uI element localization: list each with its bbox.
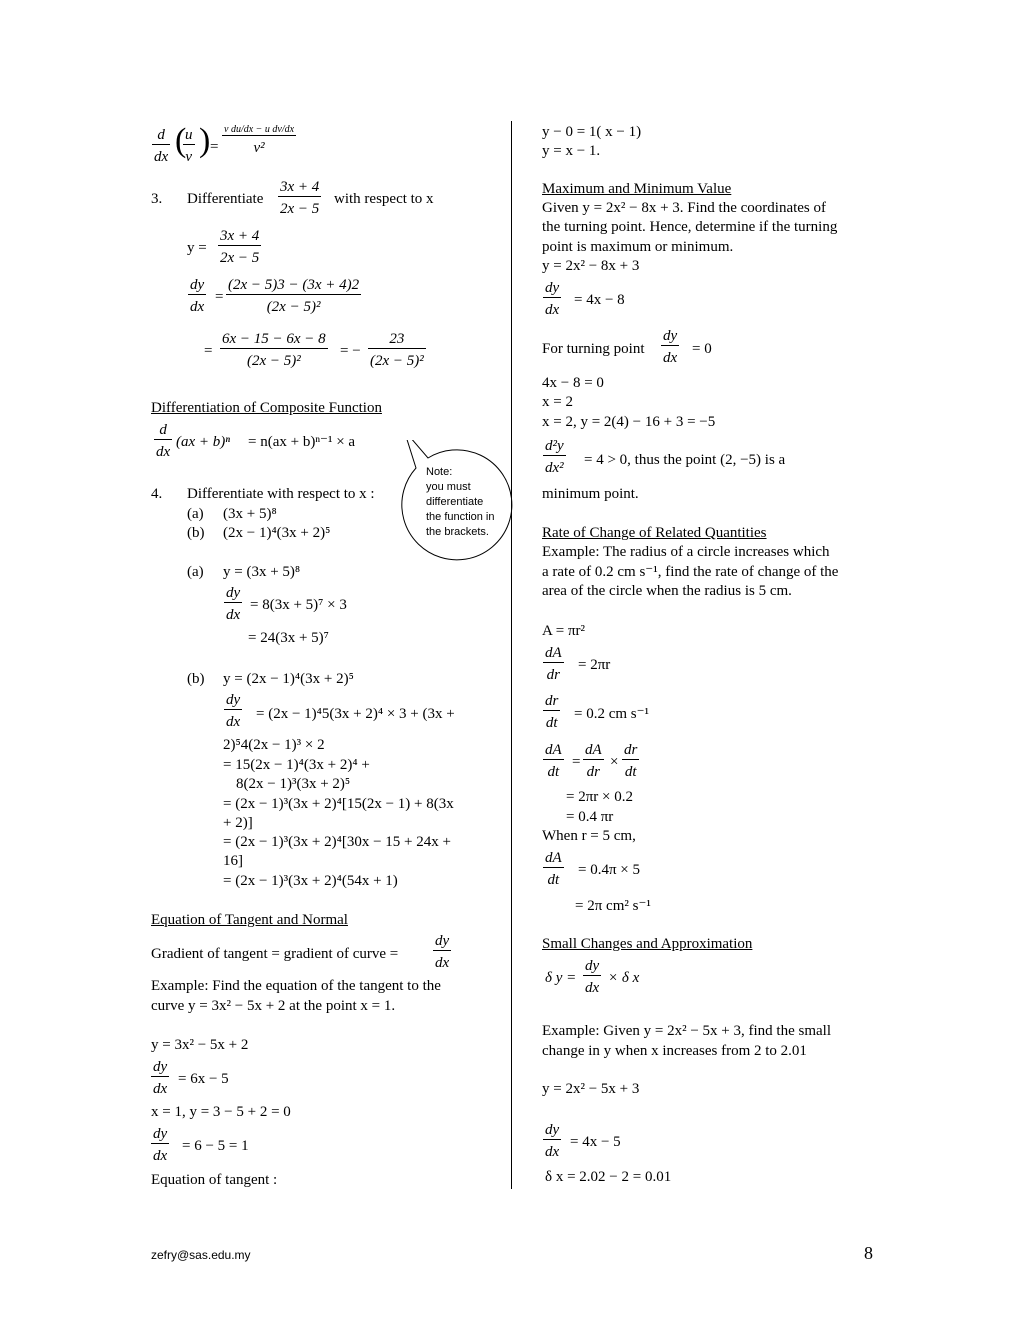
composite-heading: Differentiation of Composite Function [151, 400, 382, 416]
quotient-uv: u v [185, 127, 193, 165]
q4-sol-b-3: = 15(2x − 1)⁴(3x + 2)⁴ + [223, 757, 370, 773]
note-text: Note: you must differentiate the function in the brackets. [426, 466, 495, 538]
q4-sol-a-2: = 24(3x + 5)⁷ [248, 630, 329, 646]
composite-ddx: d dx [156, 422, 171, 460]
rate-area: A = πr² [542, 623, 586, 639]
q4-sol-a-1: = 8(3x + 5)⁷ × 3 [250, 597, 347, 613]
small-dx-line: δ x = 2.02 − 2 = 0.01 [545, 1169, 672, 1185]
q3-y-label: y = [187, 240, 207, 256]
q4-sol-b-1: = (2x − 1)⁴5(3x + 2)⁴ × 3 + (3x + [256, 706, 455, 722]
tangent-equation-label: Equation of tangent : [151, 1172, 278, 1188]
maxmin-l2: x = 2 [542, 394, 573, 410]
rate-p3: area of the circle when the radius is 5 cm. [542, 583, 792, 599]
q4-sol-b-2: 2)⁵4(2x − 1)³ × 2 [223, 737, 325, 753]
q4-a-expr: (3x + 5)⁸ [223, 506, 277, 522]
q4-sol-a-label: (a) [187, 564, 204, 580]
maxmin-p1: Given y = 2x² − 8x + 3. Find the coordinates of [542, 200, 827, 216]
rate-r6: = 2π cm² s⁻¹ [575, 898, 651, 914]
q3-dydx-1: dy dx [190, 277, 205, 315]
rate-heading: Rate of Change of Related Quantities [542, 525, 767, 541]
small-y-line: y = 2x² − 5x + 3 [542, 1081, 640, 1097]
footer-email: zefry@sas.edu.my [151, 1248, 251, 1262]
q3-fraction: 3x + 4 2x − 5 [280, 179, 320, 217]
paren-open: ( [175, 122, 187, 159]
maxmin-turning-rhs: = 0 [692, 341, 712, 357]
rate-r2: = 0.2 cm s⁻¹ [574, 706, 650, 722]
q3-step2: 6x − 15 − 6x − 8 (2x − 5)² [222, 331, 326, 369]
q4-a-label: (a) [187, 506, 204, 522]
maxmin-second-rhs: = 4 > 0, thus the point (2, −5) is a [584, 452, 786, 468]
q4-sol-b-9: = (2x − 1)³(3x + 2)⁴(54x + 1) [223, 873, 398, 889]
tangent-y-line: y = 3x² − 5x + 2 [151, 1037, 249, 1053]
q3-eq-1: = [215, 289, 224, 305]
maxmin-second-deriv: d²y dx² [545, 438, 564, 476]
rate-dAdt: dA dt [545, 742, 562, 780]
q4-prompt: Differentiate with respect to x : [187, 486, 375, 502]
right-top-2: y = x − 1. [542, 143, 601, 159]
small-dydx: dy dx [585, 958, 600, 996]
maxmin-p3: point is maximum or minimum. [542, 239, 734, 255]
rate-drdt-2: dr dt [624, 742, 638, 780]
q4-sol-b-6: + 2)] [223, 815, 253, 831]
rate-r1: = 2πr [578, 657, 611, 673]
small-heading: Small Changes and Approximation [542, 936, 753, 952]
maxmin-l1: 4x − 8 = 0 [542, 375, 604, 391]
tangent-heading: Equation of Tangent and Normal [151, 912, 348, 928]
rate-drdt: dr dt [545, 693, 559, 731]
rate-dAdt-3: dA dt [545, 850, 562, 888]
maxmin-turning: For turning point [542, 341, 645, 357]
right-top-1: y − 0 = 1( x − 1) [542, 124, 642, 140]
q4-sol-b-label: (b) [187, 671, 205, 687]
q4-sol-b-7: = (2x − 1)³(3x + 2)⁴[30x − 15 + 24x + [223, 834, 451, 850]
small-times-dx: × δ x [608, 970, 640, 986]
tangent-dydx-1: dy dx [153, 1059, 168, 1097]
rate-times: × [610, 754, 619, 770]
rate-p2: a rate of 0.2 cm s⁻¹, find the rate of change of the [542, 564, 839, 580]
small-p2: change in y when x increases from 2 to 2.01 [542, 1043, 807, 1059]
q4-sol-b-dydx: dy dx [226, 692, 241, 730]
quotient-lhs: d dx [154, 127, 169, 165]
maxmin-conclusion: minimum point. [542, 486, 639, 502]
q4-sol-b-4: 8(2x − 1)³(3x + 2)⁵ [236, 776, 351, 792]
tangent-example-2: curve y = 3x² − 5x + 2 at the point x = 1. [151, 998, 396, 1014]
q3-step1: (2x − 5)3 − (3x + 4)2 (2x − 5)² [228, 277, 360, 315]
maxmin-l3: x = 2, y = 2(4) − 16 + 3 = −5 [542, 414, 716, 430]
small-delta-y: δ y = [545, 970, 577, 986]
tangent-gradient: Gradient of tangent = gradient of curve = [151, 946, 399, 962]
paren-close: ) [199, 122, 211, 159]
small-dydx-2: dy dx [545, 1122, 560, 1160]
q4-number: 4. [151, 486, 163, 502]
rate-r5: = 0.4π × 5 [578, 862, 640, 878]
maxmin-d1: = 4x − 8 [574, 292, 625, 308]
small-d1: = 4x − 5 [570, 1134, 621, 1150]
rate-eq: = [572, 754, 581, 770]
page-number: 8 [864, 1243, 873, 1263]
rate-dAdr-2: dA dr [585, 742, 602, 780]
quotient-rhs: v du/dx − u dv/dx v² [224, 124, 295, 156]
q3-result: 23 (2x − 5)² [370, 331, 424, 369]
q4-sol-b-8: 16] [223, 853, 243, 869]
q3-y-fraction: 3x + 4 2x − 5 [220, 228, 260, 266]
column-divider [511, 121, 512, 1189]
maxmin-dydx-2: dy dx [663, 328, 678, 366]
q4-b-expr: (2x − 1)⁴(3x + 2)⁵ [223, 525, 331, 541]
q4-sol-a-y: y = (3x + 5)⁸ [223, 564, 301, 580]
q3-eq-2: = [204, 343, 213, 359]
q4-sol-b-y: y = (2x − 1)⁴(3x + 2)⁵ [223, 671, 354, 687]
rate-p1: Example: The radius of a circle increases which [542, 544, 830, 560]
composite-rhs: = n(ax + b)ⁿ⁻¹ × a [248, 434, 356, 450]
composite-expr: (ax + b)ⁿ [176, 434, 230, 450]
rate-dAdr: dA dr [545, 645, 562, 683]
tangent-d1: = 6x − 5 [178, 1071, 229, 1087]
tangent-d2: = 6 − 5 = 1 [182, 1138, 249, 1154]
rate-r4: = 0.4 πr [566, 809, 614, 825]
maxmin-heading: Maximum and Minimum Value [542, 181, 732, 197]
tangent-dydx: dy dx [435, 933, 450, 971]
q4-sol-b-5: = (2x − 1)³(3x + 2)⁴[15(2x − 1) + 8(3x [223, 796, 454, 812]
maxmin-dydx-1: dy dx [545, 280, 560, 318]
tangent-example-1: Example: Find the equation of the tangent to the [151, 978, 441, 994]
q3-number: 3. [151, 191, 163, 207]
tangent-x-line: x = 1, y = 3 − 5 + 2 = 0 [151, 1104, 291, 1120]
q4-sol-a-dydx: dy dx [226, 585, 241, 623]
q3-eq-minus: = − [340, 343, 361, 359]
maxmin-p2: the turning point. Hence, determine if the turning [542, 219, 838, 235]
q3-prompt: Differentiate [187, 191, 264, 207]
rate-when: When r = 5 cm, [542, 828, 636, 844]
rate-r3: = 2πr × 0.2 [566, 789, 633, 805]
quotient-eq: = [210, 139, 219, 155]
q3-suffix: with respect to x [334, 191, 434, 207]
q4-b-label: (b) [187, 525, 205, 541]
small-p1: Example: Given y = 2x² − 5x + 3, find the small [542, 1023, 831, 1039]
maxmin-y-line: y = 2x² − 8x + 3 [542, 258, 640, 274]
tangent-dydx-2: dy dx [153, 1126, 168, 1164]
